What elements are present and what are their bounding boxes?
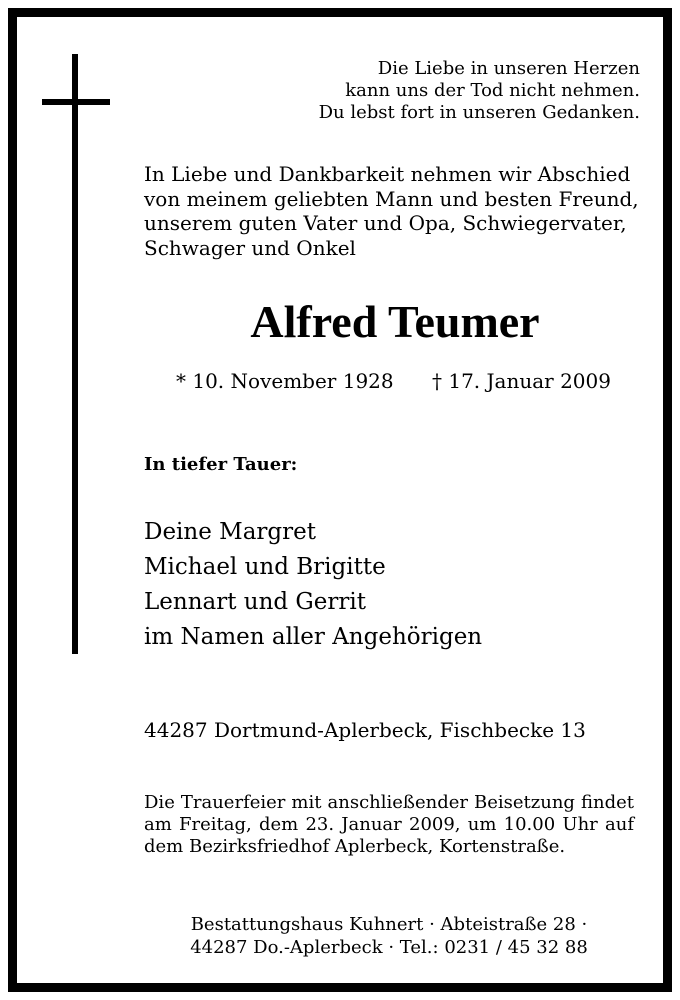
intro-line: unserem guten Vater und Opa, Schwiegervater,	[144, 211, 627, 235]
birth-date: * 10. November 1928	[176, 369, 394, 393]
undertaker-line: 44287 Do.-Aplerbeck · Tel.: 0231 / 45 32 88	[190, 937, 588, 958]
funeral-ceremony-notice: Die Trauerfeier mit anschließender Beisetzung findet am Freitag, dem 23. Januar 2009, um 10.00 Uhr auf dem Bezirksfriedhof Aplerbeck, Kortenstraße.	[144, 792, 634, 857]
motto-line: kann uns der Tod nicht nehmen.	[345, 80, 640, 101]
mourner-entry: im Namen aller Angehörigen	[144, 624, 483, 650]
mourners-list	[144, 515, 482, 655]
motto-verse	[319, 58, 640, 124]
intro-line: In Liebe und Dankbarkeit nehmen wir Abschied	[144, 162, 631, 186]
death-date: † 17. Januar 2009	[432, 369, 611, 393]
cross-icon-crossbar	[42, 99, 110, 105]
intro-text	[144, 162, 639, 260]
undertaker-line: Bestattungshaus Kuhnert · Abteistraße 28 ·	[190, 914, 588, 935]
mourning-heading: In tiefer Tauer:	[144, 454, 298, 475]
mourner-entry: Lennart und Gerrit	[144, 589, 367, 615]
motto-line: Die Liebe in unseren Herzen	[377, 58, 640, 79]
intro-line: Schwager und Onkel	[144, 235, 356, 260]
undertaker-info	[144, 913, 634, 959]
cross-icon	[72, 54, 78, 654]
intro-line: von meinem geliebten Mann und besten Freund,	[144, 186, 639, 211]
family-address: 44287 Dortmund-Aplerbeck, Fischbecke 13	[144, 718, 586, 742]
mourner-entry: Deine Margret	[144, 519, 316, 545]
deceased-name: Alfred Teumer	[250, 296, 540, 347]
mourner-entry: Michael und Brigitte	[144, 554, 386, 580]
motto-line: Du lebst fort in unseren Gedanken.	[318, 102, 640, 123]
